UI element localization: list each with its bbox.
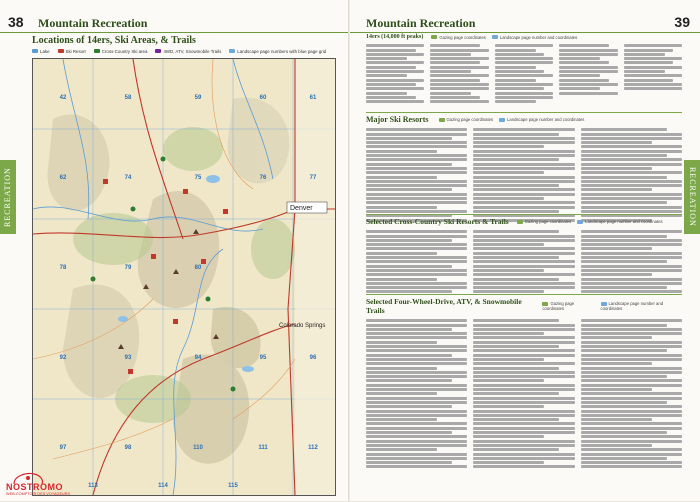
fwd-title: Selected Four-Wheel-Drive, ATV, & Snowmobile Trails — [366, 297, 522, 315]
lake-swatch-icon — [32, 49, 38, 53]
nostromo-watermark — [4, 470, 82, 497]
left-header — [0, 6, 350, 33]
recreation-map — [32, 58, 336, 496]
svg-text:93: 93 — [124, 355, 132, 361]
watermark-brand: NOSTROMO — [6, 482, 63, 492]
fourteeners-col-2 — [430, 43, 488, 104]
svg-text:62: 62 — [59, 175, 67, 181]
xc-text — [366, 229, 682, 295]
right-header-title: Mountain Recreation — [366, 16, 476, 30]
xc-key: Gazing page coordinates Landscape page number and coordinates — [517, 219, 663, 224]
xc-ski-icon — [94, 49, 100, 53]
svg-text:112: 112 — [308, 445, 318, 451]
watermark-tagline: WEB-COMPTOIR DES VOYAGEURS — [6, 492, 70, 496]
svg-text:76: 76 — [259, 175, 267, 181]
svg-text:110: 110 — [193, 445, 203, 451]
ski-resorts-section — [366, 112, 682, 223]
legend-item-xc: Cross-Country Ski area — [94, 49, 148, 54]
trail-icon — [155, 49, 161, 53]
fwd-text — [366, 318, 682, 470]
svg-text:42: 42 — [59, 95, 67, 101]
svg-text:97: 97 — [59, 445, 67, 451]
right-page-number: 39 — [674, 14, 690, 30]
svg-text:111: 111 — [258, 445, 268, 451]
svg-text:96: 96 — [309, 355, 317, 361]
right-header — [350, 6, 700, 33]
fourteeners-col-4 — [559, 43, 617, 104]
legend-item-grid: Landscape page numbers with blue page grid — [229, 49, 326, 54]
svg-text:74: 74 — [124, 175, 132, 181]
ski-resorts-title: Major Ski Resorts — [366, 115, 429, 124]
map-svg — [33, 59, 335, 495]
svg-text:114: 114 — [158, 483, 168, 489]
legend-item-lake: Lake — [32, 49, 50, 54]
svg-text:59: 59 — [194, 95, 202, 101]
svg-text:95: 95 — [259, 355, 267, 361]
fourteeners-key: Gazing page coordinates Landscape page number and coordinates — [431, 35, 577, 40]
fourteeners-title: 14ers (14,000 ft peaks) — [366, 34, 424, 40]
svg-text:92: 92 — [59, 355, 67, 361]
legend-item-4wd: 4WD, ATV, Snowmobile Trails — [155, 49, 221, 54]
left-recreation-tab[interactable]: RECREATION — [0, 160, 16, 234]
colorado-springs-label: Colorado Springs — [279, 323, 326, 329]
fourteeners-section — [366, 34, 682, 104]
svg-text:60: 60 — [259, 95, 267, 101]
ski-resorts-text — [366, 127, 682, 223]
fourteeners-col-5 — [624, 43, 682, 104]
page-grid-icon — [229, 49, 235, 53]
svg-text:98: 98 — [124, 445, 132, 451]
fwd-section — [366, 294, 682, 470]
xc-title: Selected Cross-Country Ski Resorts & Trails — [366, 217, 509, 226]
svg-text:79: 79 — [124, 265, 132, 271]
svg-text:80: 80 — [194, 265, 202, 271]
svg-text:75: 75 — [194, 175, 202, 181]
denver-label: Denver — [290, 205, 313, 212]
svg-text:115: 115 — [228, 483, 238, 489]
left-section-title: Locations of 14ers, Ski Areas, & Trails — [32, 35, 196, 46]
fourteeners-col-1 — [366, 43, 424, 104]
svg-text:94: 94 — [194, 355, 202, 361]
map-legend — [32, 46, 332, 56]
svg-text:77: 77 — [309, 175, 317, 181]
right-recreation-tab[interactable]: RECREATION — [684, 160, 700, 234]
svg-text:58: 58 — [124, 95, 132, 101]
ski-key: Gazing page coordinates Landscape page number and coordinates — [439, 117, 585, 122]
fourteeners-col-3 — [495, 43, 553, 104]
svg-text:113: 113 — [88, 483, 98, 489]
svg-text:61: 61 — [309, 95, 317, 101]
ski-resort-icon — [58, 49, 64, 53]
legend-item-ski: Ski Resort — [58, 49, 86, 54]
svg-text:78: 78 — [59, 265, 67, 271]
fwd-key: Gazing page coordinates Landscape page number and coordinates — [542, 301, 664, 311]
xc-section — [366, 214, 682, 295]
fourteeners-list — [366, 43, 682, 104]
left-page — [0, 0, 350, 501]
left-header-title: Mountain Recreation — [38, 16, 148, 30]
left-page-number: 38 — [8, 14, 24, 30]
